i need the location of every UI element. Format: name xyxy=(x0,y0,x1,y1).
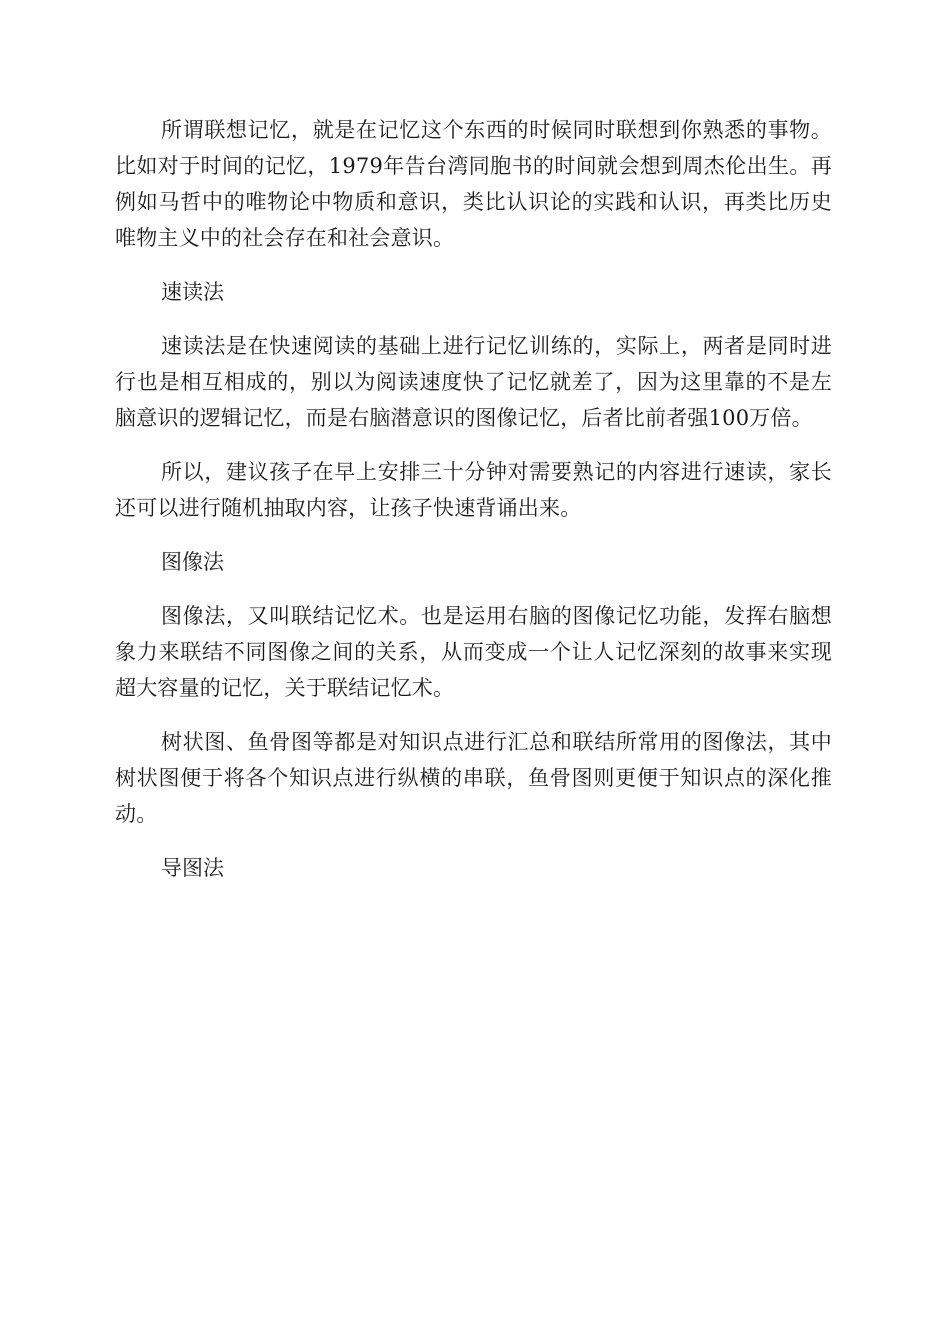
heading-speed-reading: 速读法 xyxy=(161,280,224,304)
paragraph-tree-fishbone: 树状图、鱼骨图等都是对知识点进行汇总和联结所常用的图像法，其中树状图便于将各个知识点进行纵横的串联，鱼骨图则更便于知识点的深化推动。 xyxy=(115,730,832,826)
paragraph-speed-reading: 速读法是在快速阅读的基础上进行记忆训练的，实际上，两者是同时进行也是相互相成的，别以为阅读速度快了记忆就差了，因为这里靠的不是左脑意识的逻辑记忆，而是右脑潜意识的图像记忆，后者比前者强100万倍。 xyxy=(115,334,832,430)
heading-image-method: 图像法 xyxy=(161,550,224,574)
paragraph-association-memory: 所谓联想记忆，就是在记忆这个东西的时候同时联想到你熟悉的事物。比如对于时间的记忆，1979年告台湾同胞书的时间就会想到周杰伦出生。再例如马哲中的唯物论中物质和意识，类比认识论的实践和认识，再类比历史唯物主义中的社会存在和社会意识。 xyxy=(115,118,832,250)
heading-mind-map: 导图法 xyxy=(161,856,224,880)
paragraph-speed-reading-advice: 所以，建议孩子在早上安排三十分钟对需要熟记的内容进行速读，家长还可以进行随机抽取内容，让孩子快速背诵出来。 xyxy=(115,460,832,520)
paragraph-image-method: 图像法，又叫联结记忆术。也是运用右脑的图像记忆功能，发挥右脑想象力来联结不同图像之间的关系，从而变成一个让人记忆深刻的故事来实现超大容量的记忆，关于联结记忆术。 xyxy=(115,604,832,700)
document-page xyxy=(115,112,832,904)
